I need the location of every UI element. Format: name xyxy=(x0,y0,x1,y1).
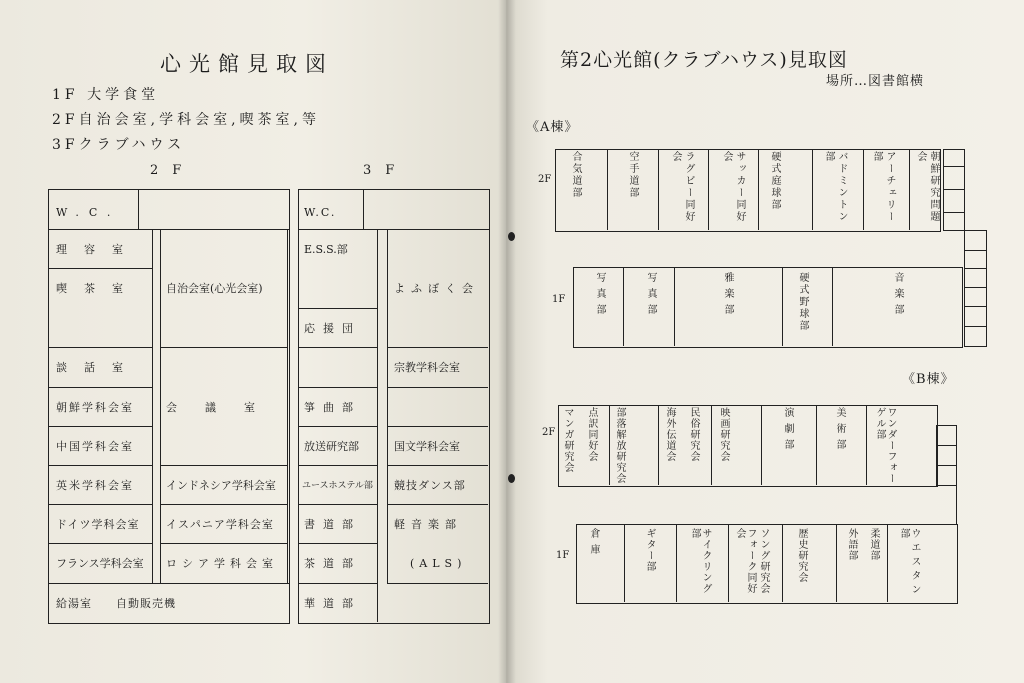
room-indonesian-dept: インドネシア学科会室 xyxy=(166,479,276,492)
club-photo-1: 写真部 xyxy=(594,272,605,320)
club-rugby: ラグビー同好会 xyxy=(670,151,694,223)
floor-3-label: 3F xyxy=(363,163,409,178)
club-music: 音楽部 xyxy=(892,272,903,320)
club-ess: E.S.S.部 xyxy=(304,243,348,256)
building-a-label: 《A棟》 xyxy=(526,120,579,135)
club-light-music: 軽音楽部 xyxy=(394,518,462,531)
room-lounge: 談話室 xyxy=(56,361,140,374)
club-korea-study: 朝鮮研究問題会 xyxy=(915,151,939,223)
club-cycling: サイクリング部 xyxy=(689,528,711,594)
room-meeting: 会議室 xyxy=(166,401,283,414)
club-drama: 演劇部 xyxy=(782,407,793,455)
club-ikebana: 華道部 xyxy=(304,597,361,610)
club-song: ソング研究会 xyxy=(758,528,769,594)
room-student-council: 自治会室(心光会室) xyxy=(166,282,263,295)
floor-1-description: 1F 大学食堂 xyxy=(52,87,160,103)
club-karate: 空手道部 xyxy=(627,151,638,199)
club-film: 映画研究会 xyxy=(718,407,729,462)
building-a-1f xyxy=(573,267,963,348)
room-english-dept: 英米学科会室 xyxy=(56,479,134,492)
club-art: 美術部 xyxy=(834,407,845,455)
room-spanish-dept: イスパニア学科会室 xyxy=(166,518,274,531)
a1-floor-label: 1F xyxy=(552,294,566,305)
room-german-dept: ドイツ学科会室 xyxy=(56,518,140,531)
binding-hole xyxy=(508,474,515,483)
club-foreign-language: 外語部 xyxy=(846,528,857,561)
building-b-label: 《B棟》 xyxy=(902,372,955,387)
club-folklore: 民俗研究会 xyxy=(688,407,699,462)
club-photo-2: 写真部 xyxy=(645,272,656,320)
club-badminton: バドミントン部 xyxy=(823,151,847,223)
wc-2f: W.C. xyxy=(56,206,121,219)
club-gagaku: 雅楽部 xyxy=(722,272,733,320)
club-history: 歴史研究会 xyxy=(796,528,807,583)
room-japanese-lit-dept: 国文学科会室 xyxy=(394,440,460,453)
club-braille: 点訳同好会 xyxy=(586,407,597,462)
left-page xyxy=(0,0,506,683)
room-barber: 理容室 xyxy=(56,243,140,256)
club-calligraphy: 書道部 xyxy=(304,518,361,531)
club-aikido: 合気道部 xyxy=(570,151,581,199)
club-cheer: 応援団 xyxy=(304,322,361,335)
page-title: 心光館見取図 xyxy=(160,52,334,76)
book-gutter xyxy=(498,0,516,683)
floor-2-label: 2F xyxy=(150,163,196,178)
room-religion-dept: 宗教学科会室 xyxy=(394,361,460,374)
room-french-dept: フランス学科会室 xyxy=(56,557,144,570)
club-koto: 箏曲部 xyxy=(304,401,361,414)
floor-2-description: 2F自治会室,学科会室,喫茶室,等 xyxy=(52,112,320,128)
club-soccer: サッカー同好会 xyxy=(721,151,745,223)
storage: 倉庫 xyxy=(588,528,599,560)
club-broadcast: 放送研究部 xyxy=(304,440,359,453)
club-ballroom-dance: 競技ダンス部 xyxy=(394,479,466,492)
b1-floor-label: 1F xyxy=(556,550,570,561)
club-archery: アーチェリー部 xyxy=(871,151,895,223)
club-yofuboku: よふぼく会 xyxy=(394,282,479,295)
b2-floor-label: 2F xyxy=(542,427,556,438)
binding-hole xyxy=(508,232,515,241)
club-western: ウエスタン部 xyxy=(898,528,920,598)
wc-3f: W.C. xyxy=(304,206,337,219)
club-folk: フォーク同好会 xyxy=(734,528,756,594)
floor-3-description: 3Fクラブハウス xyxy=(52,137,186,153)
club-overseas-mission: 海外伝道会 xyxy=(664,407,675,462)
page-title-2: 第2心光館(クラブハウス)見取図 xyxy=(560,49,848,71)
right-page xyxy=(506,0,1024,683)
club-baseball: 硬式野球部 xyxy=(797,272,808,332)
location-note: 場所…図書館横 xyxy=(826,74,925,89)
club-youth-hostel: ユースホステル部 xyxy=(302,481,373,491)
club-guitar: ギター部 xyxy=(644,528,655,572)
room-chinese-dept: 中国学科会室 xyxy=(56,440,134,453)
club-als: (ALS) xyxy=(410,557,467,570)
a2-floor-label: 2F xyxy=(538,174,552,185)
club-manga: マンガ研究会 xyxy=(562,407,573,473)
club-wandervogel: ワンダーフォーゲル部 xyxy=(874,407,896,484)
room-russian-dept: ロシア学科会室 xyxy=(166,557,278,570)
room-korean-dept: 朝鮮学科会室 xyxy=(56,401,134,414)
room-kitchen-vending: 給湯室 自動販売機 xyxy=(56,597,176,610)
club-buraku-study: 部落解放研究会 xyxy=(614,407,625,484)
club-tennis: 硬式庭球部 xyxy=(769,151,780,211)
club-tea: 茶道部 xyxy=(304,557,361,570)
club-judo: 柔道部 xyxy=(868,528,879,561)
room-tearoom: 喫茶室 xyxy=(56,282,140,295)
